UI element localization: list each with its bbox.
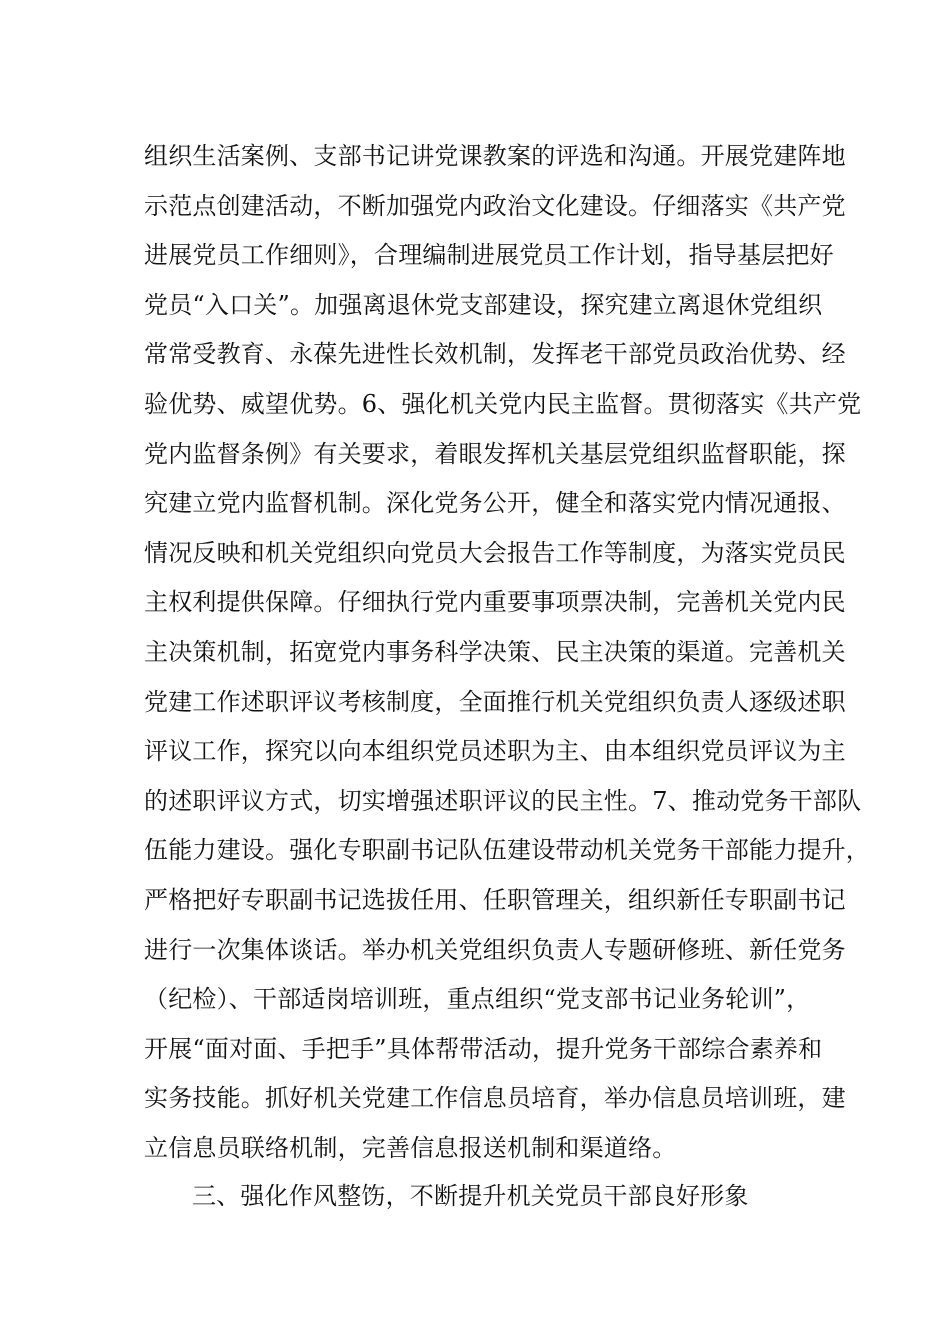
- text-line: 示范点创建活动，不断加强党内政治文化建设。仔细落实《共产党: [144, 191, 846, 220]
- text-line: 实务技能。抓好机关党建工作信息员培育，举办信息员培训班，建: [144, 1084, 846, 1113]
- text-line: 党员“入口关”。加强离退休党支部建设，探究建立离退休党组织: [144, 290, 823, 319]
- text-line: 进展党员工作细则》，合理编制进展党员工作计划，指导基层把好: [144, 241, 834, 270]
- text-line: 情况反映和机关党组织向党员大会报告工作等制度，为落实党员民: [144, 538, 846, 567]
- text-line: 组织生活案例、支部书记讲党课教案的评选和沟通。开展党建阵地: [144, 142, 846, 170]
- text-line: 严格把好专职副书记选拔任用、任职管理关，组织新任专职副书记: [144, 885, 846, 914]
- text-line: 验优势、威望优势。6、强化机关党内民主监督。贯彻落实《共产党: [144, 389, 862, 418]
- text-line: 党内监督条例》有关要求，着眼发挥机关基层党组织监督职能，探: [144, 439, 846, 468]
- text-line: 党建工作述职评议考核制度，全面推行机关党组织负责人逐级述职: [144, 687, 846, 716]
- text-line: 主权利提供保障。仔细执行党内重要事项票决制，完善机关党内民: [144, 588, 846, 617]
- text-line: 的述职评议方式，切实增强述职评议的民主性。7、推动党务干部队: [144, 786, 862, 815]
- text-line: 进行一次集体谈话。举办机关党组织负责人专题研修班、新任党务: [144, 935, 846, 964]
- text-line: 主决策机制，拓宽党内事务科学决策、民主决策的渠道。完善机关: [144, 637, 846, 666]
- text-line: 究建立党内监督机制。深化党务公开，健全和落实党内情况通报、: [144, 489, 846, 518]
- body-paragraph: [144, 132, 870, 1173]
- text-line: 立信息员联络机制，完善信息报送机制和渠道络。: [144, 1133, 677, 1162]
- text-line: 开展“面对面、手把手”具体帮带活动，提升党务干部综合素养和: [144, 1034, 823, 1063]
- text-line: （纪检）、干部适岗培训班，重点组织“党支部书记业务轮训”，: [144, 985, 811, 1014]
- text-line: 伍能力建设。强化专职副书记队伍建设带动机关党务干部能力提升，: [144, 836, 870, 865]
- section-heading: 三、强化作风整饬，不断提升机关党员干部良好形象: [192, 1182, 749, 1210]
- text-line: 评议工作，探究以向本组织党员述职为主、由本组织党员评议为主: [144, 737, 846, 766]
- text-line: 常常受教育、永葆先进性长效机制，发挥老干部党员政治优势、经: [144, 340, 846, 369]
